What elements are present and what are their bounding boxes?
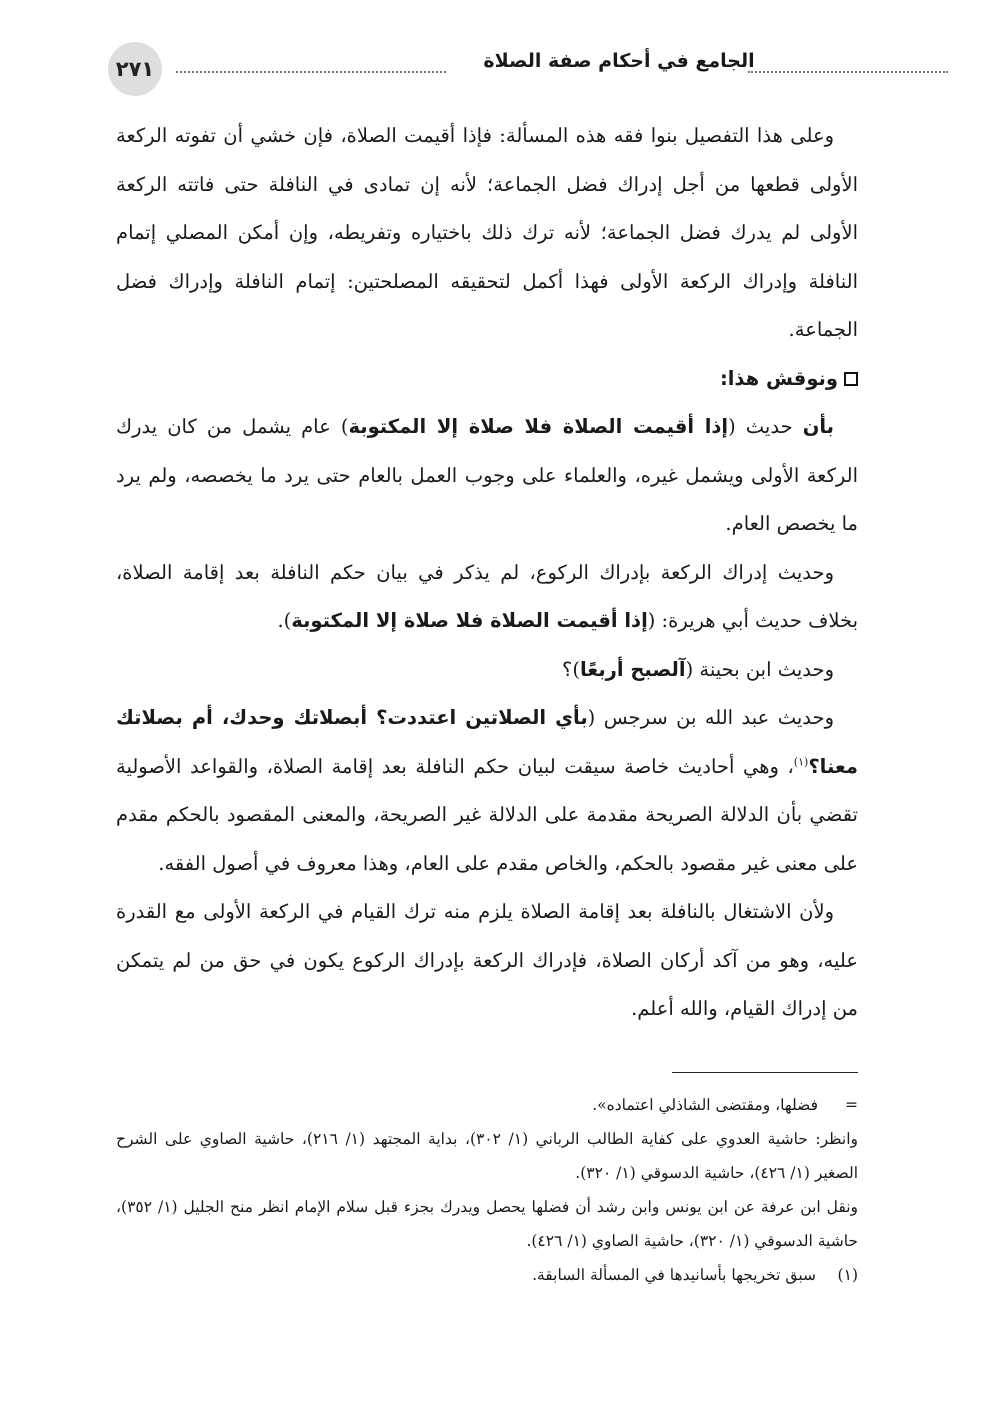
paragraph-2-text-b: ) عام يشمل من كان يدرك الركعة الأولى ويشمل غيره، والعلماء على وجوب العمل بالعام حتى يرد ما يخصصه، ولم يرد ما يخصص العام.: [116, 415, 858, 535]
paragraph-2: [116, 403, 858, 549]
paragraph-5-text-b: ، وهي أحاديث خاصة سيقت لبيان حكم النافلة بعد إقامة الصلاة، والقواعد الأصولية تقضي بأن الدلالة الصريحة مقدمة على الدلالة غير الصريحة، والمعنى المقصود بالحكم مقدم على معنى غير مقصود بالحكم، والخاص مقدم على العام، وهذا معروف في أصول الفقه.: [116, 754, 858, 875]
paragraph-5-text-a: وحديث عبد الله بن سرجس (: [587, 706, 834, 729]
paragraph-4-text-a: وحديث ابن بحينة (: [685, 657, 834, 681]
section-heading: [116, 355, 858, 404]
checkbox-square-icon: [844, 372, 858, 386]
footnote-continuation: [116, 1088, 858, 1122]
paragraph-4: [116, 646, 858, 695]
paragraph-3: [116, 549, 858, 646]
footnote-ref[interactable]: (١): [793, 755, 809, 768]
hadith-quote: إذا أقيمت الصلاة فلا صلاة إلا المكتوبة: [348, 415, 729, 438]
footnote-continuation-text: فضلها، ومقتضى الشاذلي اعتماده».: [592, 1096, 818, 1114]
hadith-quote: بأي الصلاتين اعتددت؟ أبصلاتك وحدك، أم بصلاتك معنا؟: [116, 706, 858, 778]
paragraph-3-text-a: وحديث إدراك الركعة بإدراك الركوع، لم يذكر في بيان حكم النافلة بعد إقامة الصلاة، بخلاف حديث أبي هريرة: (: [116, 560, 858, 632]
footnote-ibn-arafa: ونقل ابن عرفة عن ابن يونس وابن رشد أن فضلها يحصل ويدرك بجزء قبل سلام الإمام انظر منح الجليل (١/ ٣٥٢)، حاشية الدسوقي (١/ ٣٢٠)، حاشية الصاوي (١/ ٤٢٦).: [116, 1198, 858, 1250]
footnote-1-number: (١): [837, 1266, 858, 1284]
page-header: [108, 42, 846, 98]
footnote-1: [116, 1258, 858, 1292]
paragraph-3-text-b: ).: [277, 609, 292, 632]
paragraph-2-text-a: حديث (: [728, 415, 803, 438]
paragraph-4-text-b: )؟: [562, 657, 580, 681]
continuation-marker: =: [845, 1096, 858, 1114]
paragraph-1: وعلى هذا التفصيل بنوا فقه هذه المسألة: فإذا أقيمت الصلاة، فإن خشي أن تفوته الركعة الأولى قطعها من أجل إدراك فضل الجماعة؛ لأنه إن تمادى في النافلة حتى فاتته الركعة الأولى لم يدرك فضل الجماعة؛ لأنه ترك ذلك باختياره وتفريطه، وإن أمكن المصلي إتمام النافلة وإدراك الركعة الأولى فهذا أكمل لتحقيقه المصلحتين: إتمام النافلة وإدراك فضل الجماعة.: [116, 124, 858, 341]
hadith-quote: آلصبح أربعًا: [579, 657, 686, 681]
running-title: الجامع في أحكام صفة الصلاة: [483, 50, 755, 72]
footnote-references: وانظر: حاشية العدوي على كفاية الطالب الرباني (١/ ٣٠٢)، بداية المجتهد (١/ ٢١٦)، حاشية الصاوي على الشرح الصغير (١/ ٤٢٦)، حاشية الدسوقي (١/ ٣٢٠).: [116, 1130, 859, 1182]
footnotes: [116, 1088, 858, 1292]
hadith-quote: إذا أقيمت الصلاة فلا صلاة إلا المكتوبة: [291, 609, 648, 632]
main-text: [116, 112, 858, 1034]
section-heading-text: ونوقش هذا:: [719, 366, 838, 390]
paragraph-2-lead: بأن: [802, 415, 835, 438]
header-dotted-line-right: [748, 71, 948, 73]
paragraph-5: [116, 694, 858, 888]
footnote-1-text: سبق تخريجها بأسانيدها في المسألة السابقة.: [532, 1266, 816, 1284]
footnote-separator: [672, 1072, 858, 1073]
page-number: ٢٧١: [108, 42, 162, 96]
paragraph-6: ولأن الاشتغال بالنافلة بعد إقامة الصلاة يلزم منه ترك القيام في الركعة الأولى مع القدرة عليه، وهو من آكد أركان الصلاة، فإدراك الركعة بإدراك الركوع يكون في حق من لم يتمكن من إدراك القيام، والله أعلم.: [116, 900, 858, 1020]
